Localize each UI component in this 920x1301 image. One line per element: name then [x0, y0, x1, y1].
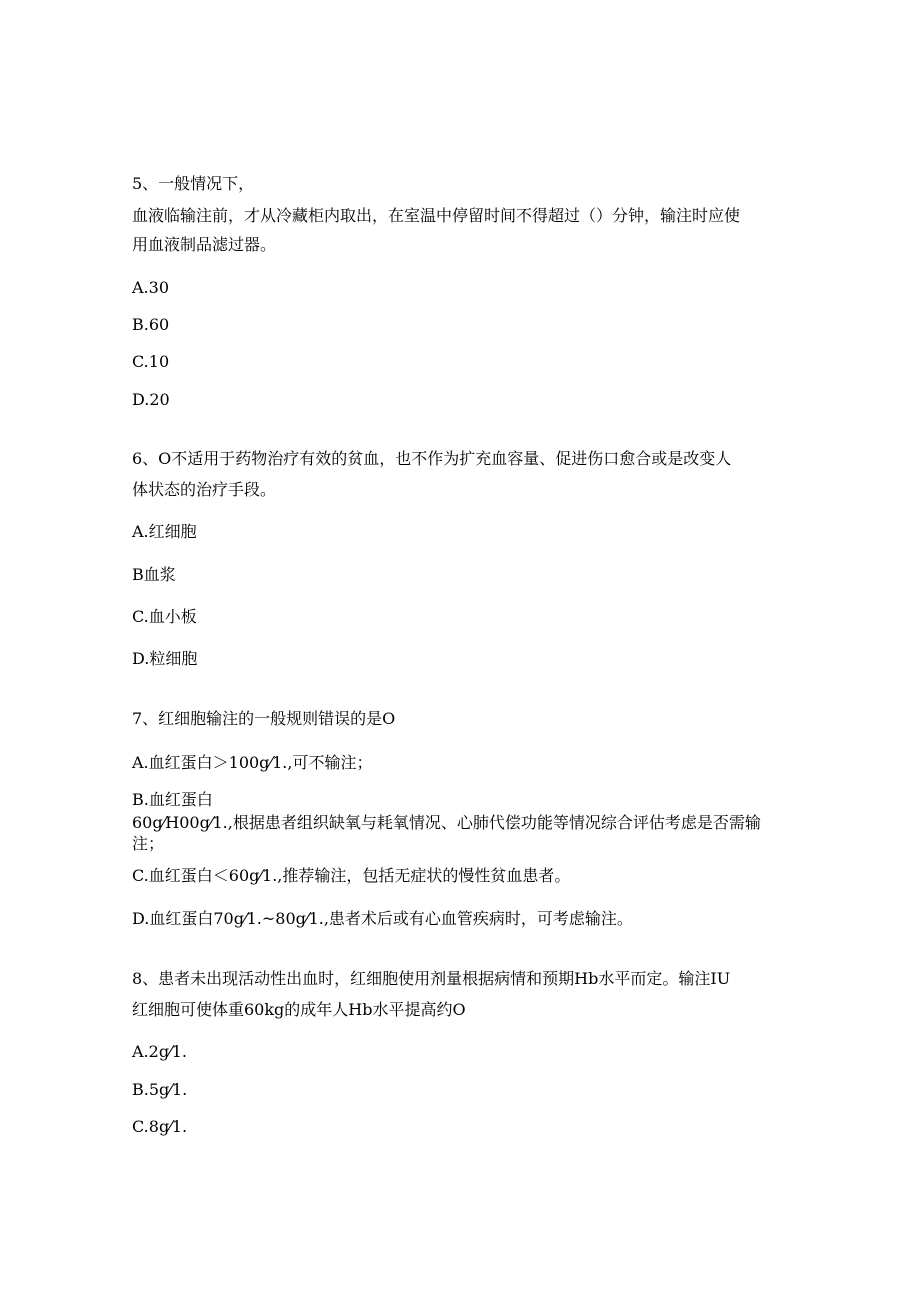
q5-option-b: B.60: [132, 315, 170, 334]
q7-option-c: C.血红蛋白＜60g⁄1.,推荐输注，包括无症状的慢性贫血患者。: [132, 866, 571, 885]
q6-option-a: A.红细胞: [132, 522, 197, 541]
q7-option-b-line2: 60g⁄H00g⁄1.,根据患者组织缺氧与耗氧情况、心肺代偿功能等情况综合评估考虑是否需输: [132, 813, 761, 832]
q5-stem-line2: 血液临输注前，才从冷藏柜内取出，在室温中停留时间不得超过（）分钟，输注时应使: [132, 206, 741, 225]
q7-option-d: D.血红蛋白70g⁄1.~80g⁄1.,患者术后或有心血管疾病时，可考虑输注。: [132, 909, 633, 928]
q6-option-c: C.血小板: [132, 607, 197, 626]
q8-stem-line1: 8、患者未出现活动性出血时，红细胞使用剂量根据病情和预期Hb水平而定。输注IU: [132, 969, 731, 988]
q6-stem-line1: 6、O不适用于药物治疗有效的贫血，也不作为扩充血容量、促进伤口愈合或是改变人: [132, 449, 732, 468]
q8-stem-line2: 红细胞可使体重60kg的成年人Hb水平提高约O: [132, 1000, 466, 1019]
q8-option-c: C.8g⁄1.: [132, 1117, 188, 1136]
q7-option-b-line1: B.血红蛋白: [132, 790, 213, 809]
q5-option-d: D.20: [132, 390, 170, 409]
q5-option-a: A.30: [132, 278, 169, 297]
q6-option-b: B血浆: [132, 565, 176, 584]
q7-option-b-line3: 注；: [132, 834, 165, 853]
q5-option-c: C.10: [132, 352, 170, 371]
q8-option-b: B.5g⁄1.: [132, 1080, 188, 1099]
q8-option-a: A.2g⁄1.: [132, 1042, 187, 1061]
q5-stem-line3: 用血液制品滤过器。: [132, 235, 277, 254]
q5-stem-line1: 5、一般情况下，: [132, 174, 255, 193]
q7-option-a: A.血红蛋白＞100g⁄1.,可不输注；: [132, 753, 373, 772]
q7-stem-line1: 7、红细胞输注的一般规则错误的是O: [132, 709, 396, 728]
q6-stem-line2: 体状态的治疗手段。: [132, 480, 277, 499]
q6-option-d: D.粒细胞: [132, 649, 198, 668]
